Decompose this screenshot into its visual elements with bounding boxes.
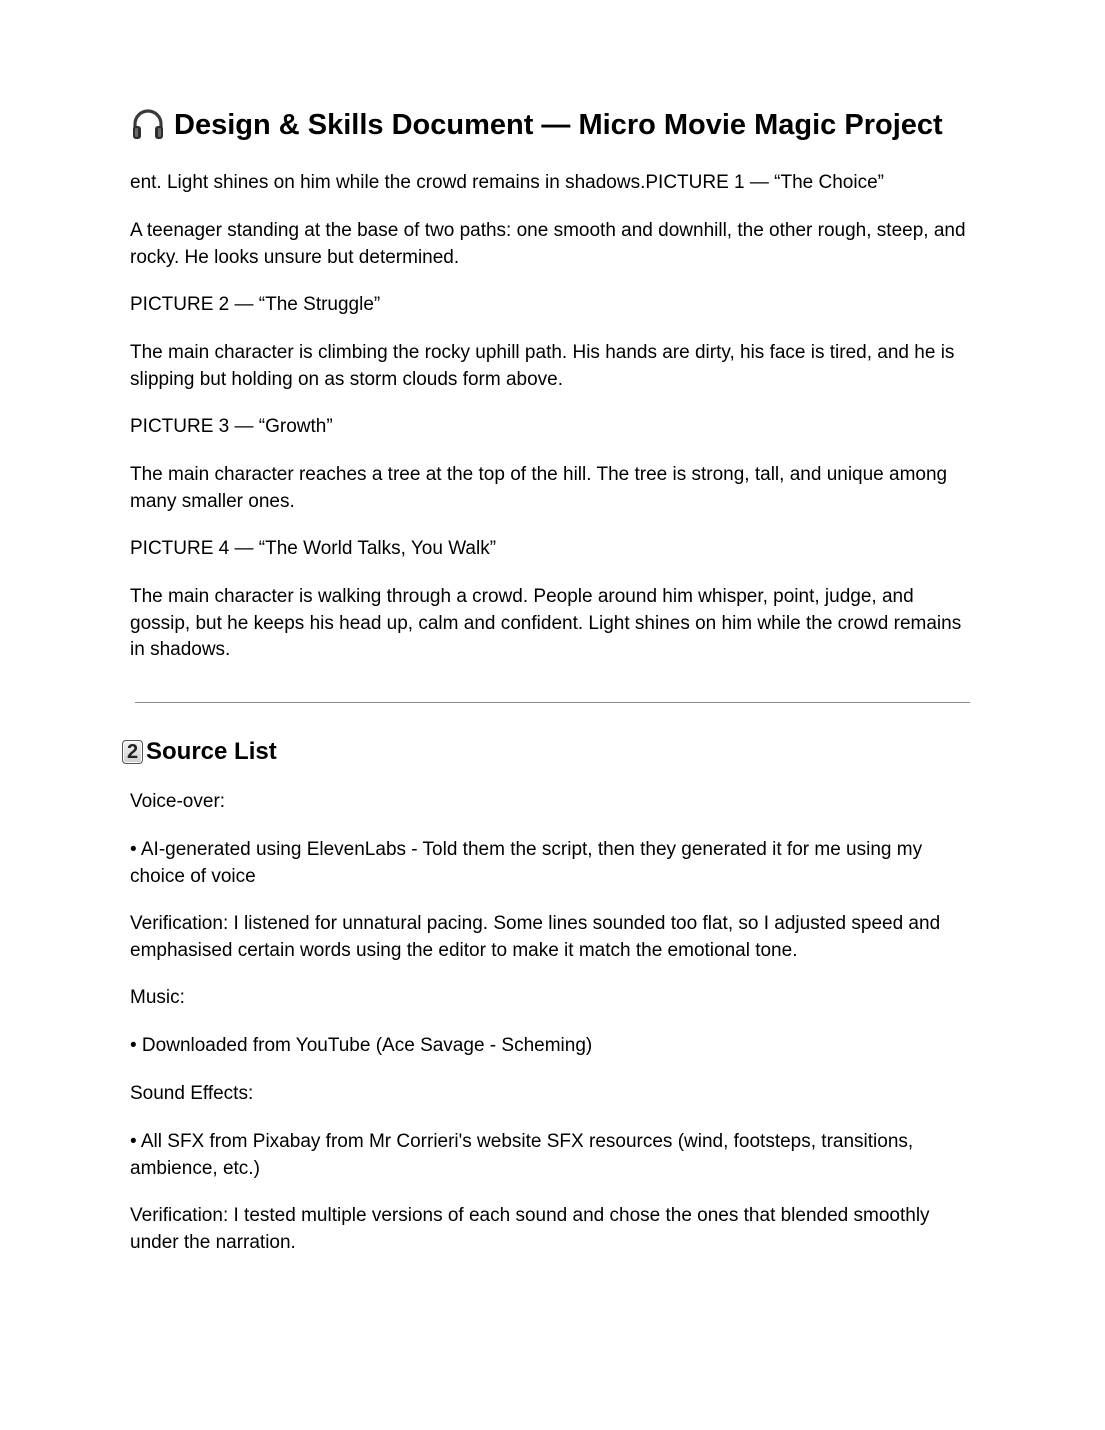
paragraph-fragment: ent. Light shines on him while the crowd remains in shadows.PICTURE 1 — “The Choice”	[130, 172, 884, 193]
headphones-icon	[130, 107, 166, 143]
keycap-digit-two-icon: 2	[122, 740, 143, 764]
source-list-heading-text: Source List	[146, 738, 277, 765]
document-title	[130, 106, 943, 144]
sfx-label: Sound Effects:	[130, 1083, 254, 1104]
voiceover-item: • AI-generated using ElevenLabs - Told them the script, then they generated it for me using my choice of voice	[130, 839, 923, 887]
music-label: Music:	[130, 987, 185, 1008]
sfx-item: • All SFX from Pixabay from Mr Corrieri's website SFX resources (wind, footsteps, transitions, ambience, etc.)	[130, 1131, 914, 1179]
picture-4-description: The main character is walking through a crowd. People around him whisper, point, judge, and gossip, but he keeps his head up, calm and confident. Light shines on him while the crowd remains in shadows.	[130, 586, 962, 660]
source-list-heading	[122, 736, 277, 768]
picture-3-heading: PICTURE 3 — “Growth”	[130, 416, 333, 437]
picture-4-heading: PICTURE 4 — “The World Talks, You Walk”	[130, 538, 497, 559]
picture-1-description: A teenager standing at the base of two paths: one smooth and downhill, the other rough, steep, and rocky. He looks unsure but determined.	[130, 220, 966, 268]
document-title-text: Design & Skills Document — Micro Movie Magic Project	[174, 109, 943, 141]
music-item: • Downloaded from YouTube (Ace Savage - Scheming)	[130, 1035, 593, 1056]
voiceover-label: Voice-over:	[130, 791, 226, 812]
sfx-verification: Verification: I tested multiple versions of each sound and chose the ones that blended smoothly under the narration.	[130, 1205, 930, 1253]
voiceover-verification: Verification: I listened for unnatural pacing. Some lines sounded too flat, so I adjusted speed and emphasised certain words using the editor to make it match the emotional tone.	[130, 913, 941, 961]
picture-2-description: The main character is climbing the rocky uphill path. His hands are dirty, his face is tired, and he is slipping but holding on as storm clouds form above.	[130, 342, 955, 390]
picture-3-description: The main character reaches a tree at the top of the hill. The tree is strong, tall, and unique among many smaller ones.	[130, 464, 948, 512]
picture-2-heading: PICTURE 2 — “The Struggle”	[130, 294, 381, 315]
horizontal-divider	[135, 702, 970, 703]
